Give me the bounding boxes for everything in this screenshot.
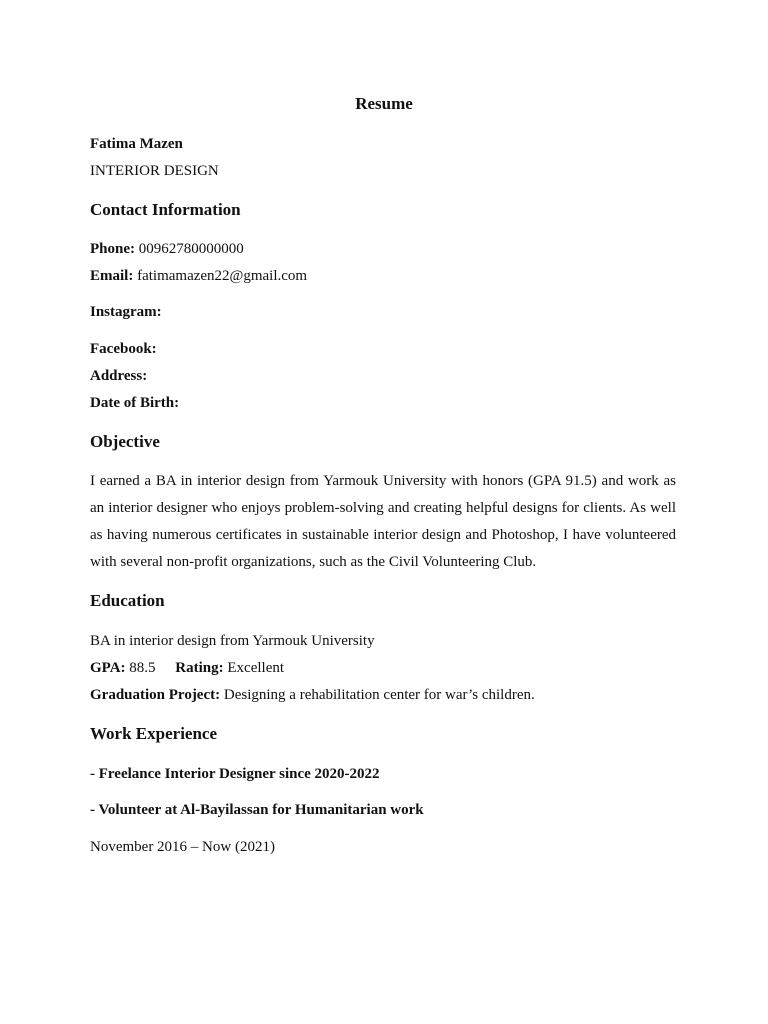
gpa-label: GPA: [90,660,126,676]
phone-value: 00962780000000 [138,241,244,257]
work-heading: Work Experience [90,724,218,743]
phone-line [90,239,244,259]
work-period: November 2016 – Now (2021) [90,839,275,855]
document-title: Resume [355,94,413,113]
address-label: Address: [90,368,148,384]
rating-label: Rating: [175,660,224,676]
degree-line: BA in interior design from Yarmouk University [90,633,375,649]
email-label: Email: [90,268,134,284]
gpa-value: 88.5 [129,660,156,676]
objective-heading: Objective [90,432,160,451]
dob-label: Date of Birth: [90,395,180,411]
work-item-freelance: - Freelance Interior Designer since 2020-2022 [90,766,380,782]
email-line [90,266,307,286]
instagram-label: Instagram: [90,304,162,320]
project-value: Designing a rehabilitation center for war’s children. [223,687,535,703]
objective-text: I earned a BA in interior design from Yarmouk University with honors (GPA 91.5) and work as an interior designer who enjoys problem-solving and creating helpful designs for clients. As well as having numerous certificates in sustainable interior design and Photoshop, I have volunteered with several non-profit organizations, such as the Civil Volunteering Club. [90,473,676,570]
applicant-name: Fatima Mazen [90,136,183,152]
project-label: Graduation Project: [90,687,221,703]
contact-heading: Contact Information [90,200,241,219]
work-item-volunteer: - Volunteer at Al-Bayilassan for Humanitarian work [90,802,424,818]
education-heading: Education [90,591,165,610]
phone-label: Phone: [90,241,135,257]
rating-value: Excellent [227,660,285,676]
applicant-field: INTERIOR DESIGN [90,163,219,179]
facebook-label: Facebook: [90,341,157,357]
project-line [90,685,535,705]
email-value: fatimamazen22@gmail.com [137,268,308,284]
gpa-rating-line [90,658,284,678]
